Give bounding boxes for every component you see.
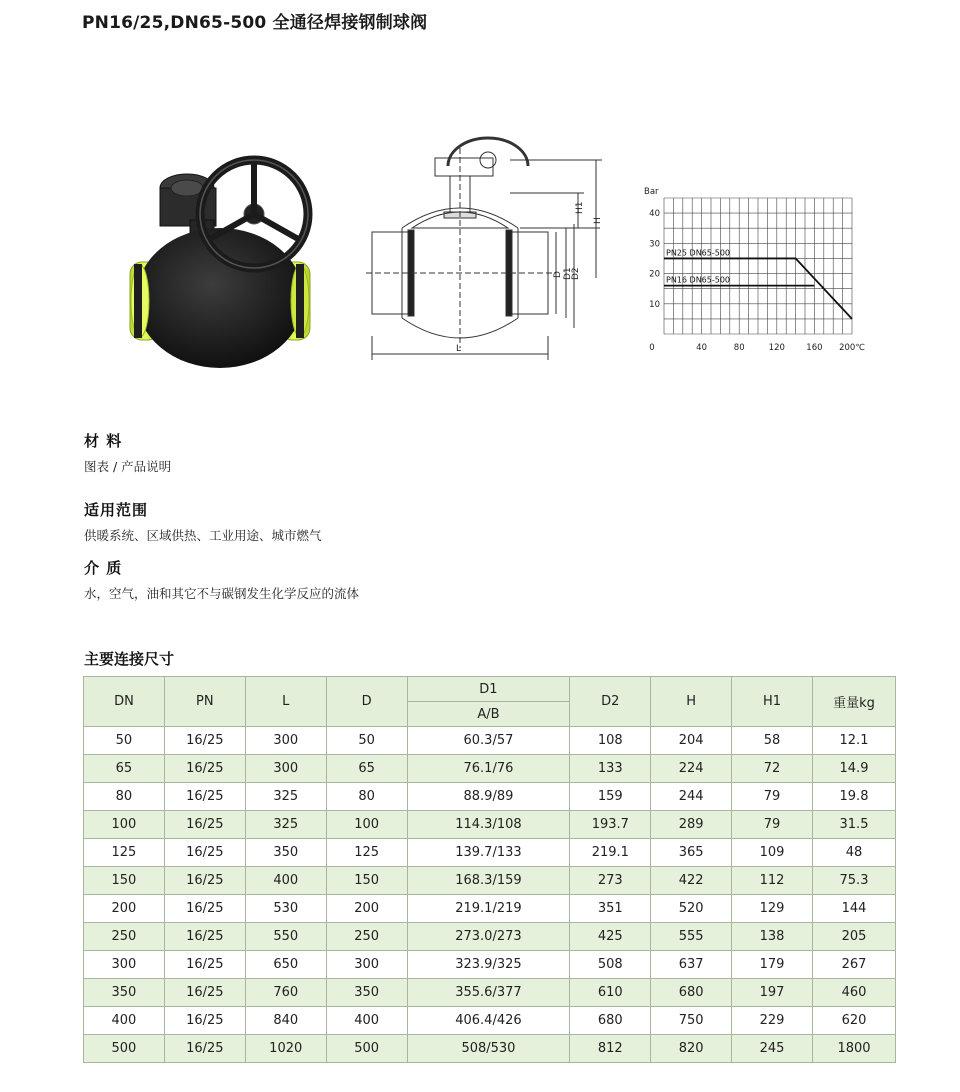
table-cell: 100 bbox=[84, 811, 165, 839]
table-cell: 273 bbox=[570, 867, 651, 895]
label-d1: D1 bbox=[563, 267, 573, 280]
table-cell: 16/25 bbox=[164, 923, 245, 951]
valve-body bbox=[130, 228, 310, 368]
table-cell: 108 bbox=[570, 727, 651, 755]
table-cell: 680 bbox=[570, 1007, 651, 1035]
table-cell: 820 bbox=[651, 1035, 732, 1063]
table-cell: 16/25 bbox=[164, 867, 245, 895]
table-cell: 350 bbox=[245, 839, 326, 867]
table-row bbox=[84, 839, 896, 867]
table-cell: 48 bbox=[813, 839, 896, 867]
header-pn: PN bbox=[164, 677, 245, 727]
table-cell: 812 bbox=[570, 1035, 651, 1063]
table-cell: 16/25 bbox=[164, 839, 245, 867]
table-cell: 300 bbox=[326, 951, 407, 979]
table-cell: 79 bbox=[732, 783, 813, 811]
table-cell: 273.0/273 bbox=[407, 923, 570, 951]
table-cell: 112 bbox=[732, 867, 813, 895]
header-d: D bbox=[326, 677, 407, 727]
x-tick-label: 80 bbox=[733, 343, 745, 353]
table-cell: 205 bbox=[813, 923, 896, 951]
medium-heading: 介 质 bbox=[84, 559, 123, 577]
table-cell: 88.9/89 bbox=[407, 783, 570, 811]
table-cell: 16/25 bbox=[164, 811, 245, 839]
table-cell: 114.3/108 bbox=[407, 811, 570, 839]
table-cell: 150 bbox=[84, 867, 165, 895]
table-cell: 31.5 bbox=[813, 811, 896, 839]
table-cell: 125 bbox=[84, 839, 165, 867]
dimension-table bbox=[83, 676, 896, 1063]
table-cell: 350 bbox=[326, 979, 407, 1007]
table-cell: 125 bbox=[326, 839, 407, 867]
page-title: PN16/25,DN65-500 全通径焊接钢制球阀 bbox=[82, 13, 428, 33]
header-h1: H1 bbox=[732, 677, 813, 727]
table-cell: 179 bbox=[732, 951, 813, 979]
table-cell: 460 bbox=[813, 979, 896, 1007]
y-tick-label: 10 bbox=[649, 299, 660, 310]
table-cell: 16/25 bbox=[164, 783, 245, 811]
table-cell: 550 bbox=[245, 923, 326, 951]
y-tick-label: 40 bbox=[649, 209, 660, 220]
series-label: PN25 DN65-500 bbox=[666, 248, 731, 258]
table-cell: 72 bbox=[732, 755, 813, 783]
table-row bbox=[84, 755, 896, 783]
scope-section bbox=[84, 499, 322, 544]
y-tick-label: 20 bbox=[649, 269, 660, 280]
table-cell: 229 bbox=[732, 1007, 813, 1035]
table-cell: 168.3/159 bbox=[407, 867, 570, 895]
header-d1: D1 bbox=[407, 677, 570, 702]
table-cell: 60.3/57 bbox=[407, 727, 570, 755]
table-cell: 500 bbox=[84, 1035, 165, 1063]
table-cell: 406.4/426 bbox=[407, 1007, 570, 1035]
table-cell: 16/25 bbox=[164, 895, 245, 923]
y-axis-label: Bar bbox=[644, 187, 659, 197]
table-row bbox=[84, 923, 896, 951]
table-cell: 422 bbox=[651, 867, 732, 895]
table-cell: 224 bbox=[651, 755, 732, 783]
scope-heading: 适用范围 bbox=[84, 501, 149, 519]
table-cell: 197 bbox=[732, 979, 813, 1007]
header-weight: 重量kg bbox=[813, 677, 896, 727]
table-cell: 250 bbox=[326, 923, 407, 951]
table-cell: 555 bbox=[651, 923, 732, 951]
table-cell: 200 bbox=[326, 895, 407, 923]
table-cell: 219.1 bbox=[570, 839, 651, 867]
header-l: L bbox=[245, 677, 326, 727]
table-body bbox=[84, 727, 896, 1063]
table-title: 主要连接尺寸 bbox=[84, 650, 175, 668]
table-cell: 159 bbox=[570, 783, 651, 811]
table-cell: 350 bbox=[84, 979, 165, 1007]
pressure-temperature-chart bbox=[636, 180, 876, 370]
label-d2: D2 bbox=[571, 267, 581, 280]
table-row bbox=[84, 951, 896, 979]
table-cell: 12.1 bbox=[813, 727, 896, 755]
table-cell: 355.6/377 bbox=[407, 979, 570, 1007]
table-row bbox=[84, 783, 896, 811]
scope-text: 供暖系统、区域供热、工业用途、城市燃气 bbox=[84, 528, 322, 543]
table-cell: 100 bbox=[326, 811, 407, 839]
table-cell: 760 bbox=[245, 979, 326, 1007]
table-row bbox=[84, 979, 896, 1007]
table-cell: 250 bbox=[84, 923, 165, 951]
table-cell: 400 bbox=[84, 1007, 165, 1035]
table-cell: 300 bbox=[84, 951, 165, 979]
header-d2: D2 bbox=[570, 677, 651, 727]
table-cell: 65 bbox=[84, 755, 165, 783]
dimension-drawing bbox=[360, 128, 610, 368]
table-cell: 79 bbox=[732, 811, 813, 839]
table-cell: 300 bbox=[245, 755, 326, 783]
table-cell: 200 bbox=[84, 895, 165, 923]
table-cell: 508/530 bbox=[407, 1035, 570, 1063]
table-row bbox=[84, 727, 896, 755]
table-cell: 50 bbox=[326, 727, 407, 755]
table-row bbox=[84, 1035, 896, 1063]
table-cell: 219.1/219 bbox=[407, 895, 570, 923]
table-cell: 129 bbox=[732, 895, 813, 923]
table-cell: 300 bbox=[245, 727, 326, 755]
table-cell: 750 bbox=[651, 1007, 732, 1035]
table-cell: 840 bbox=[245, 1007, 326, 1035]
table-cell: 323.9/325 bbox=[407, 951, 570, 979]
table-cell: 610 bbox=[570, 979, 651, 1007]
table-cell: 425 bbox=[570, 923, 651, 951]
label-d: D bbox=[553, 271, 563, 278]
table-cell: 50 bbox=[84, 727, 165, 755]
table-cell: 109 bbox=[732, 839, 813, 867]
table-cell: 75.3 bbox=[813, 867, 896, 895]
table-cell: 16/25 bbox=[164, 1035, 245, 1063]
table-cell: 500 bbox=[326, 1035, 407, 1063]
medium-text: 水，空气，油和其它不与碳钢发生化学反应的流体 bbox=[84, 586, 360, 601]
valve-photo bbox=[112, 150, 334, 370]
table-cell: 325 bbox=[245, 783, 326, 811]
table-cell: 65 bbox=[326, 755, 407, 783]
table-cell: 139.7/133 bbox=[407, 839, 570, 867]
table-cell: 58 bbox=[732, 727, 813, 755]
table-cell: 150 bbox=[326, 867, 407, 895]
table-cell: 267 bbox=[813, 951, 896, 979]
table-cell: 325 bbox=[245, 811, 326, 839]
table-cell: 16/25 bbox=[164, 951, 245, 979]
header-h: H bbox=[651, 677, 732, 727]
table-cell: 19.8 bbox=[813, 783, 896, 811]
label-h1: H1 bbox=[575, 201, 585, 214]
table-row bbox=[84, 895, 896, 923]
header-d1-sub: A/B bbox=[407, 702, 570, 727]
table-cell: 76.1/76 bbox=[407, 755, 570, 783]
table-row bbox=[84, 867, 896, 895]
medium-section bbox=[84, 557, 359, 602]
table-cell: 1800 bbox=[813, 1035, 896, 1063]
table-cell: 133 bbox=[570, 755, 651, 783]
table-cell: 680 bbox=[651, 979, 732, 1007]
table-cell: 289 bbox=[651, 811, 732, 839]
table-cell: 620 bbox=[813, 1007, 896, 1035]
x-tick-label: 120 bbox=[768, 343, 785, 353]
x-tick-label: 200℃ bbox=[839, 343, 865, 353]
table-cell: 508 bbox=[570, 951, 651, 979]
table-cell: 650 bbox=[245, 951, 326, 979]
table-cell: 400 bbox=[326, 1007, 407, 1035]
table-cell: 204 bbox=[651, 727, 732, 755]
header-dn: DN bbox=[84, 677, 165, 727]
table-cell: 1020 bbox=[245, 1035, 326, 1063]
table-cell: 138 bbox=[732, 923, 813, 951]
x-tick-label: 40 bbox=[696, 343, 708, 353]
table-cell: 530 bbox=[245, 895, 326, 923]
x-tick-label: 0 bbox=[649, 343, 655, 353]
table-cell: 14.9 bbox=[813, 755, 896, 783]
table-cell: 637 bbox=[651, 951, 732, 979]
table-cell: 144 bbox=[813, 895, 896, 923]
material-section bbox=[84, 430, 171, 475]
series-label: PN16 DN65-500 bbox=[666, 275, 731, 285]
table-cell: 400 bbox=[245, 867, 326, 895]
y-tick-label: 30 bbox=[649, 239, 660, 250]
label-l: L bbox=[456, 344, 462, 354]
table-row bbox=[84, 811, 896, 839]
table-cell: 351 bbox=[570, 895, 651, 923]
table-cell: 520 bbox=[651, 895, 732, 923]
material-heading: 材 料 bbox=[84, 432, 123, 450]
table-row bbox=[84, 1007, 896, 1035]
table-cell: 193.7 bbox=[570, 811, 651, 839]
table-cell: 16/25 bbox=[164, 727, 245, 755]
table-cell: 365 bbox=[651, 839, 732, 867]
table-cell: 16/25 bbox=[164, 979, 245, 1007]
table-cell: 16/25 bbox=[164, 755, 245, 783]
table-cell: 245 bbox=[732, 1035, 813, 1063]
label-h: H bbox=[593, 217, 603, 224]
table-cell: 244 bbox=[651, 783, 732, 811]
material-text: 图表 / 产品说明 bbox=[84, 459, 172, 474]
table-cell: 80 bbox=[84, 783, 165, 811]
table-cell: 80 bbox=[326, 783, 407, 811]
x-tick-label: 160 bbox=[806, 343, 823, 353]
table-cell: 16/25 bbox=[164, 1007, 245, 1035]
